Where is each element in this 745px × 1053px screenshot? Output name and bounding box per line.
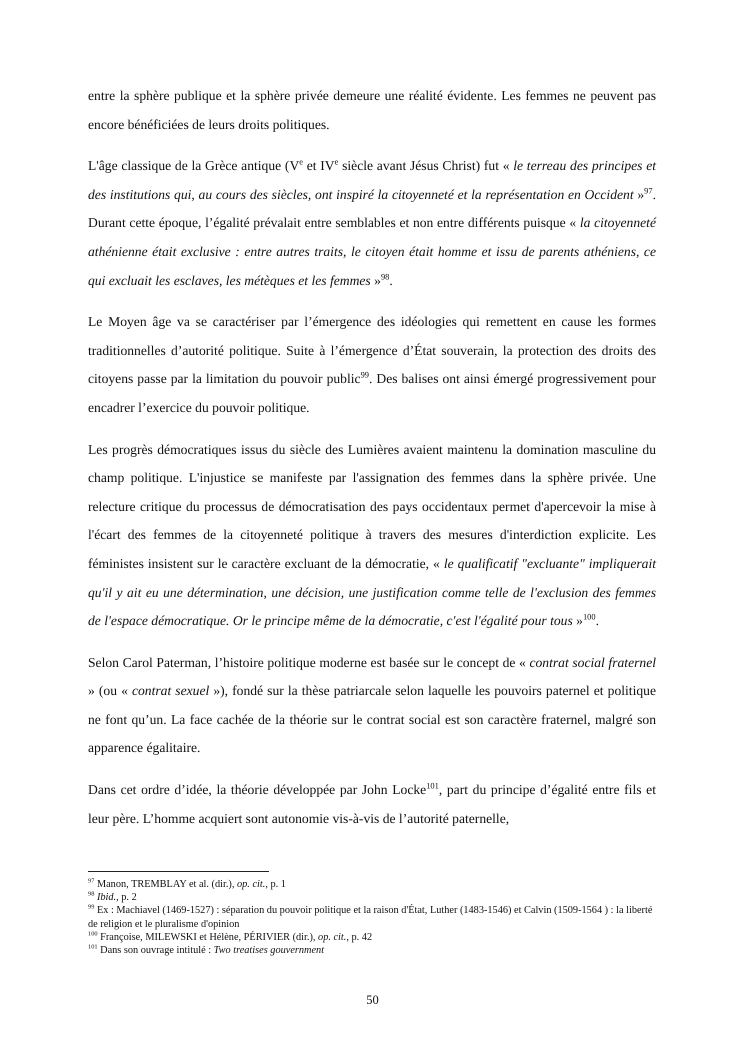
quotation: la citoyenneté athénienne était exclusive : entre autres traits, le citoyen était homme et issu de parents athéniens, ce qui excluait les esclaves, les métèques et les femmes [88, 215, 656, 288]
paragraph-1-text: entre la sphère publique et la sphère privée demeure une réalité évidente. Les femmes ne peuvent pas encore bénéficiées de leurs droits politiques. [88, 88, 656, 132]
footnote-text: , p. 2 [116, 892, 137, 904]
text: » [370, 272, 381, 288]
footnote-text: , p. 1 [265, 879, 286, 890]
footnote-text: , p. 42 [346, 931, 373, 943]
paragraph-6 [88, 776, 656, 833]
footnote-number: 101 [88, 943, 98, 951]
century-superscript: e [299, 156, 304, 167]
footnote-97 [88, 878, 656, 891]
text: Selon Carol Paterman, l’histoire politique moderne est basée sur le concept de « [88, 654, 530, 670]
footnote-98 [88, 891, 656, 904]
footnote-ref-99[interactable]: 99 [360, 369, 369, 380]
footnote-text: Ex : Machiavel (1469-1527) : séparation du pouvoir politique et la raison d'État, Luther (1483-1546) et Calvin (1509-1564 ) : la liberté de religion et le pluralisme d'opinion [88, 905, 653, 930]
footnote-ref-98[interactable]: 98 [380, 271, 390, 282]
page-number: 50 [366, 993, 379, 1007]
quotation: le qualificatif "excluante" impliquerait qu'il y ait eu une détermination, une décision, une justification comme telle de l'exclusion des femmes de l'espace démocratique. Or le principe même de la démocratie, c'est l'égalité pour tous [88, 555, 656, 629]
footnote-text: Françoise, MILEWSKI et Hélène, PÉRIVIER (dir.), [97, 931, 319, 943]
text: Dans cet ordre d’idée, la théorie développée par John Locke [88, 782, 427, 798]
footnote-italic: op. cit. [318, 931, 347, 943]
footnote-text: Dans son ouvrage intitulé : [97, 945, 214, 957]
text: Le Moyen âge va se caractériser par l’émergence des idéologies qui remettent en cause les formes traditionnelles d’autorité politique. Suite à l’émergence d’État souverain, la protection des droits des citoyens passe par la limitation du pouvoir public [88, 314, 656, 387]
paragraph-4 [88, 436, 656, 636]
paragraph-3 [88, 308, 656, 422]
text: »), fondé sur la thèse patriarcale selon laquelle les pouvoirs paternel et politique ne font qu’un. La face cachée de la théorie sur le contrat social est son caractère fraternel, malgré son apparence égalitaire. [88, 683, 656, 756]
footnote-italic: Two treatises gouvernment [213, 945, 325, 957]
footnote-ref-101[interactable]: 101 [426, 780, 439, 791]
footnote-ref-100[interactable]: 100 [582, 611, 596, 622]
text: » [633, 186, 645, 202]
footnote-text: Manon, TREMBLAY et al. (dir.), [94, 879, 237, 890]
text: . Durant cette époque, l’égalité prévalait entre semblables et non entre différents puisque « [88, 186, 656, 231]
text: Les progrès démocratiques issus du siècle des Lumières avaient maintenu la domination masculine du champ politique. L'injustice se manifeste par l'assignation des femmes dans la sphère privée. Une relecture critique du processus de démocratisation des pays occidentaux permet d'apercevoir la mise à l'écart des femmes de la citoyenneté politique à travers des mesures d'interdiction explicite. Les féministes insistent sur le caractère excluant de la démocratie, « [88, 441, 656, 571]
footnote-101 [88, 944, 656, 957]
paragraph-2 [88, 152, 656, 295]
text: . Des balises ont ainsi émergé progressivement pour encadrer l’exercice du pouvoir politique. [88, 371, 656, 415]
text: siècle avant Jésus Christ) fut « [338, 158, 514, 174]
footnote-italic: op. cit. [237, 879, 266, 890]
footnotes [88, 878, 656, 957]
century-superscript: e [334, 156, 339, 167]
text: . [389, 272, 393, 288]
term: contrat social fraternel [529, 654, 657, 670]
text: et IV [303, 158, 335, 174]
text: » [572, 613, 583, 629]
footnote-99 [88, 904, 656, 930]
footnote-number: 100 [88, 930, 98, 938]
footnote-italic: Ibid. [96, 892, 117, 904]
footnote-number: 99 [88, 903, 95, 911]
footnote-number: 97 [88, 877, 95, 885]
footnote-ref-97[interactable]: 97 [644, 185, 653, 196]
text: . [595, 613, 600, 629]
footnote-number: 98 [88, 890, 95, 898]
text: , part du principe d’égalité entre fils et leur père. L’homme acquiert sont autonomie vis-à-vis de l’autorité paternelle, [88, 782, 656, 826]
term: contrat sexuel [131, 683, 210, 699]
footnote-100 [88, 931, 656, 944]
document-body [88, 82, 656, 846]
text: L'âge classique de la Grèce antique (V [88, 158, 300, 174]
footnote-separator [88, 871, 269, 872]
text: » (ou « [88, 683, 132, 699]
paragraph-1 [88, 82, 656, 139]
paragraph-5 [88, 649, 656, 763]
quotation: le terreau des principes et des institutions qui, au cours des siècles, ont inspiré la citoyenneté et la représentation en Occident [88, 158, 657, 202]
